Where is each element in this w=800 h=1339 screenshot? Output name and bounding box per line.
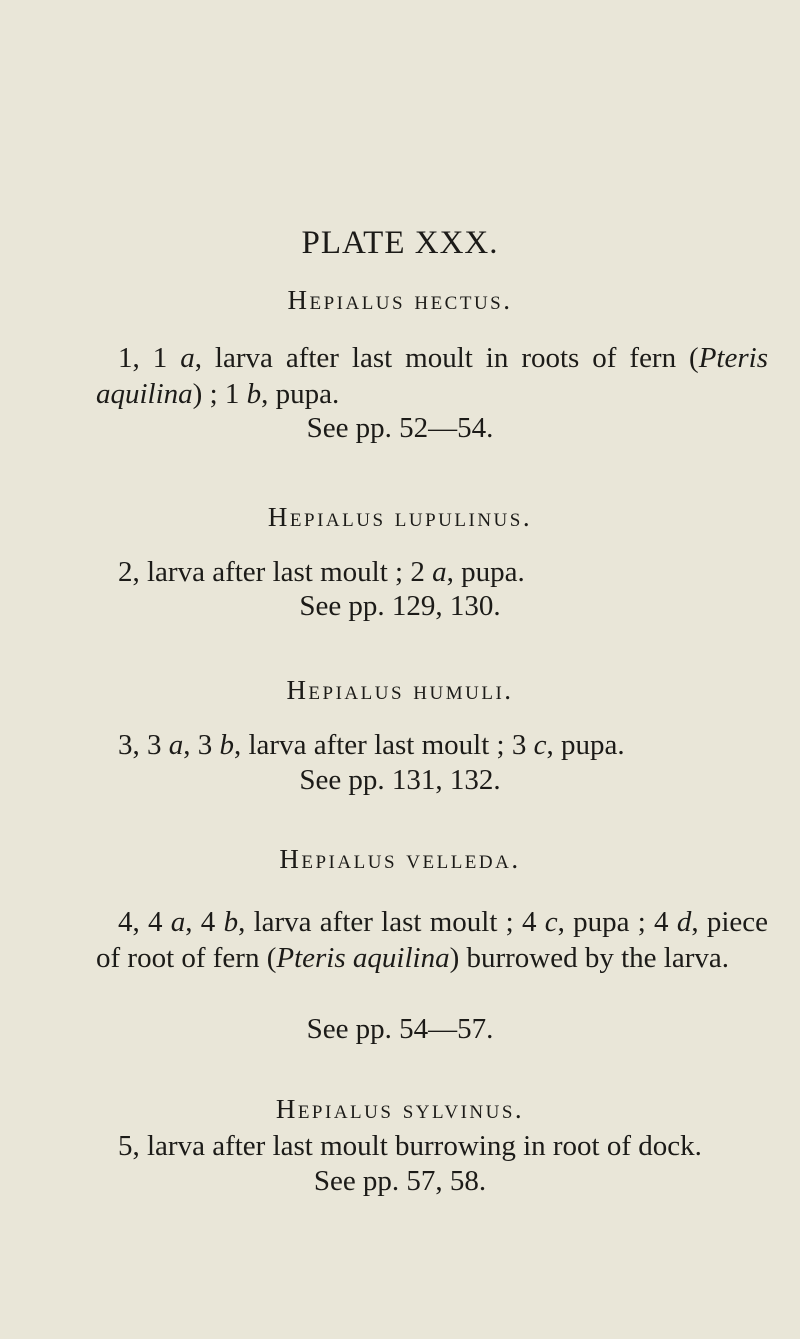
section-heading-humuli: Hepialus humuli. <box>286 675 514 705</box>
section-description-velleda: 4, 4 a, 4 b, larva after last moult ; 4 c, pupa ; 4 d, piece of root of fern (Pteris aquilina) burrowed by the larva. <box>96 906 769 974</box>
section-description-humuli: 3, 3 a, 3 b, larva after last moult ; 3 c, pupa. <box>118 729 625 761</box>
section-description-sylvinus: 5, larva after last moult burrowing in root of dock. <box>118 1130 702 1162</box>
section-heading-velleda: Hepialus velleda. <box>279 844 521 874</box>
section-page-reference-lupulinus: See pp. 129, 130. <box>299 590 501 622</box>
section-page-reference-sylvinus: See pp. 57, 58. <box>313 1165 487 1197</box>
section-heading-sylvinus: Hepialus sylvinus. <box>275 1094 525 1124</box>
section-page-reference-hectus: See pp. 52—54. <box>306 412 494 444</box>
plate-title: PLATE XXX. <box>301 225 499 261</box>
section-description-hectus: 1, 1 a, larva after last moult in roots of fern (Pteris aquilina) ; 1 b, pupa. <box>96 342 768 410</box>
section-page-reference-velleda: See pp. 54—57. <box>306 1013 494 1045</box>
section-description-lupulinus: 2, larva after last moult ; 2 a, pupa. <box>118 556 525 588</box>
section-page-reference-humuli: See pp. 131, 132. <box>299 764 501 796</box>
section-heading-lupulinus: Hepialus lupulinus. <box>267 502 533 532</box>
section-heading-hectus: Hepialus hectus. <box>287 285 513 315</box>
